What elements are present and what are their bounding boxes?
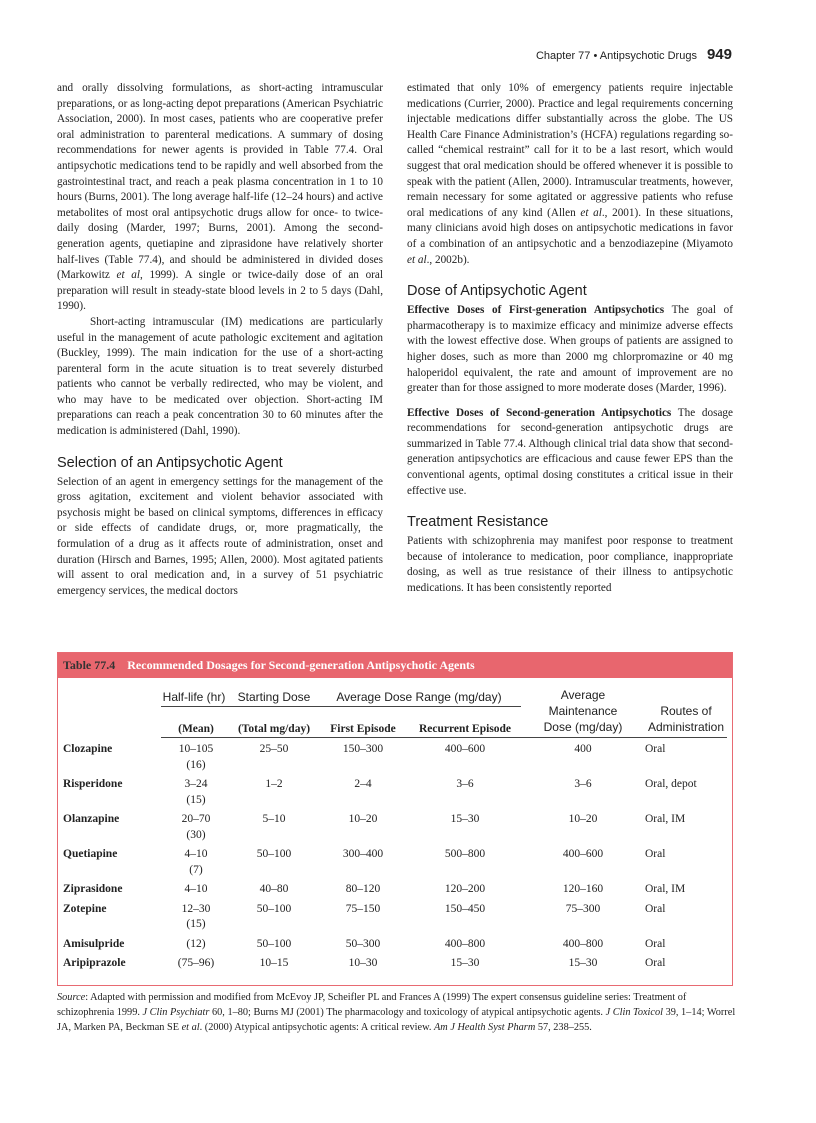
route: Oral: [645, 957, 666, 969]
text-run: Am J Health Syst Pharm: [434, 1022, 536, 1034]
header-total: (Total mg/day): [231, 706, 317, 737]
route: Oral: [645, 848, 666, 860]
header-maintenance: Average Maintenance Dose (mg/day): [521, 687, 645, 738]
text-run: and orally dissolving formulations, as short-acting intramuscular preparations, or as long-acting depot preparations (American Psychiatric Association, 2000). In most cases, patients who are cooperative prefer oral administration to parenteral medications. A summary of dosing recommendations for newer agents is provided in Table 77.4. Oral antipsychotic medications tend to be rapidly and well absorbed from the gastrointestinal tract, and reach a peak plasma concentration in 1 to 10 hours (Burns, 2001). The long average half-life (12–24 hours) and active metabolites of most oral antipsychotic drugs allow for once- to twice-daily dosing (Marder, 1997; Burns, 2001). Among the second-generation agents, quetiapine and ziprasidone have relatively shorter half-lives (Table 77.4), and should be administered in divided doses (Markowitz: [57, 82, 383, 282]
maintenance-dose: 400–600: [562, 848, 604, 860]
chapter-title: Chapter 77 • Antipsychotic Drugs: [535, 50, 697, 62]
half-life-mean: (15): [186, 793, 206, 806]
drug-name: Olanzapine: [63, 813, 120, 825]
first-episode-dose: 10–30: [348, 957, 378, 969]
route: Oral, depot: [645, 778, 697, 790]
text-run: Short-acting intramuscular (IM) medications are particularly useful in the management of acute pathologic excitement and agitation (Buckley, 1999). The main indication for the use of a short-acting parenteral form in the acute situation is to treat severely disturbed patients who cannot be verbally redirected, who may be violent, and who may have to be medicated over objection. Short-acting IM preparations can reach a peak concentration 30 to 60 minutes after the medication is administered (Dahl, 1990).: [57, 315, 383, 438]
text-run: : Adapted with permission and modified from McEvoy JP, Scheifler PL and Frances A (1999) The expert consensus guideline series: Treatment of schizophrenia 1999.: [57, 992, 687, 1019]
route: Oral: [645, 743, 666, 755]
header-routes: Routes of Administration: [645, 687, 727, 738]
right-column: [407, 81, 733, 597]
half-life-mean: (7): [189, 863, 203, 876]
body-paragraph: [407, 303, 733, 397]
recurrent-episode-dose: 15–30: [450, 813, 480, 825]
body-paragraph: [407, 534, 733, 596]
route: Oral, IM: [645, 883, 686, 895]
starting-dose: 50–100: [256, 902, 292, 915]
header-recurrent: Recurrent Episode: [409, 706, 521, 737]
half-life-mean: (15): [186, 918, 206, 930]
table-row: [63, 898, 727, 933]
recurrent-episode-dose: 3–6: [456, 778, 474, 790]
route: Oral, IM: [645, 813, 686, 825]
text-run: 39, 1–14; Worrel JA, Marken PA, Beckman SE: [57, 1007, 736, 1034]
first-episode-dose: 50–300: [345, 937, 381, 950]
half-life-mean: (16): [186, 758, 206, 771]
paragraph-lead-heading: Effective Doses of Second-generation Antipsychotics: [407, 406, 672, 419]
text-run: 60, 1–80; Burns MJ (2001) The pharmacology and toxicology of atypical antipsychotic agents.: [209, 1007, 606, 1019]
text-run: 57, 238–255.: [535, 1022, 592, 1034]
text-run: et al: [580, 206, 602, 219]
table-row: [63, 843, 727, 878]
recurrent-episode-dose: 120–200: [444, 883, 486, 895]
table-row: [63, 808, 727, 843]
starting-dose: 10–15: [259, 957, 289, 969]
first-episode-dose: 300–400: [342, 848, 384, 860]
maintenance-dose: 120–160: [562, 883, 604, 895]
half-life-mean: (30): [186, 828, 206, 841]
text-run: The dosage recommendations for second-generation antipsychotic drugs are summarized in Table 77.4. Although clinical trial data show that second-generation antipsychotics are efficacious and cause fewer EPS than the conventional agents, optimal dosing constitutes a critical issue in their effective use.: [407, 406, 733, 497]
text-run: ., 2002b).: [426, 253, 470, 266]
starting-dose: 5–10: [262, 813, 286, 825]
route: Oral: [645, 902, 666, 915]
starting-dose: 25–50: [259, 743, 289, 755]
body-paragraph: [407, 406, 733, 500]
dosage-grid: [63, 687, 727, 972]
spacer: [407, 397, 733, 406]
starting-dose: 50–100: [256, 937, 292, 950]
text-run: . (2000) Atypical antipsychotic agents: A critical review.: [199, 1022, 435, 1034]
half-life: (12): [186, 937, 206, 950]
recurrent-episode-dose: 15–30: [450, 957, 480, 969]
section-heading: Dose of Antipsychotic Agent: [407, 283, 587, 300]
text-run: The goal of pharmacotherapy is to maximize efficacy and minimize adverse effects with the lowest effective dose. When groups of patients are assigned to higher doses, such as more than 2000 mg chlorpromazine or 40 mg haloperidol equivalent, the rate and amount of improvement are no greater than for those assigned to more moderate doses (Marder, 1996).: [407, 304, 733, 395]
table-source-note: [57, 990, 737, 1036]
drug-name: Quetiapine: [63, 848, 118, 860]
first-episode-dose: 75–150: [345, 902, 381, 915]
first-episode-dose: 150–300: [342, 743, 384, 755]
starting-dose: 50–100: [256, 848, 292, 860]
recurrent-episode-dose: 500–800: [444, 848, 486, 860]
drug-name: Clozapine: [63, 742, 113, 755]
starting-dose: 40–80: [259, 883, 289, 895]
starting-dose: 1–2: [265, 778, 283, 790]
section-heading: Selection of an Antipsychotic Agent: [57, 454, 283, 471]
recurrent-episode-dose: 400–800: [444, 937, 486, 950]
table-number: Table 77.4: [63, 658, 116, 672]
text-run: J Clin Toxicol: [605, 1007, 663, 1019]
section-heading: Treatment Resistance: [407, 514, 549, 531]
header-mean: (Mean): [161, 706, 231, 737]
maintenance-dose: 400–800: [562, 937, 604, 950]
dosage-table: [57, 652, 733, 986]
maintenance-dose: 75–300: [565, 902, 601, 915]
half-life: (75–96): [177, 957, 215, 969]
first-episode-dose: 10–20: [348, 813, 378, 825]
running-header: [536, 46, 732, 63]
body-paragraph: [57, 81, 383, 315]
recurrent-episode-dose: 150–450: [444, 902, 486, 915]
drug-name: Risperidone: [63, 778, 123, 790]
half-life: 4–10 (7): [184, 848, 208, 876]
maintenance-dose: 10–20: [568, 813, 598, 825]
drug-name: Zotepine: [63, 902, 107, 915]
text-run: Source: [57, 992, 86, 1003]
body-paragraph: [407, 81, 733, 268]
text-run: et al: [407, 253, 427, 266]
header-halflife: Half-life (hr): [161, 687, 231, 706]
body-paragraph: [57, 475, 383, 600]
table-row: [63, 878, 727, 898]
header-starting: Starting Dose: [231, 687, 317, 706]
header-range: Average Dose Range (mg/day): [317, 687, 521, 706]
text-run: ., 2001). In these situations, many clinicians avoid high doses on antipsychotic medications in favor of a combination of an antipsychotic and a benzodiazepine (Miyamoto: [407, 206, 734, 250]
table-caption: [58, 653, 732, 678]
table-row: [63, 933, 727, 953]
text-run: Patients with schizophrenia may manifest poor response to treatment because of intolerance to medication, poor compliance, inappropriate dosing, as well as true resistance of their illness to antipsychotic medications. It has been consistently reported: [407, 535, 733, 595]
text-run: , 1999). A single or twice-daily dose of an oral preparation will result in steady-state blood levels in 2 to 5 days (Dahl, 1990).: [57, 269, 383, 313]
half-life: 10–105 (16): [178, 743, 214, 771]
maintenance-dose: 15–30: [568, 957, 598, 969]
drug-name: Aripiprazole: [63, 957, 126, 969]
text-run: Selection of an agent in emergency settings for the management of the gross agitation, excitement and violent behavior associated with psychosis might be based on clinical symptoms, differences in efficacy or side effects of candidate drugs, or, more pragmatically, the formulation of a drug as it affects route of administration, onset and duration (Hirsch and Barnes, 1995; Allen, 2000). Most agitated patients will assent to oral medication and, in a survey of 51 psychiatric emergency services, the medical doctors: [57, 475, 383, 597]
header-first: First Episode: [317, 706, 409, 737]
body-paragraph: [57, 315, 383, 440]
left-column: [57, 81, 383, 599]
half-life: 3–24 (15): [184, 778, 208, 806]
route: Oral: [645, 937, 666, 950]
maintenance-dose: 400: [574, 743, 592, 755]
half-life: 20–70 (30): [181, 813, 211, 841]
text-run: J Clin Psychiatr: [142, 1007, 210, 1019]
page-number: 949: [706, 46, 732, 63]
paragraph-lead-heading: Effective Doses of First-generation Antipsychotics: [407, 304, 665, 317]
table-row: [63, 773, 727, 808]
half-life: 12–30 (15): [181, 902, 211, 930]
text-run: estimated that only 10% of emergency patients require injectable medications (Currier, 2000). Practice and legal requirements concerning injectable medications differ substantially across the globe. The US Health Care Finance Administration’s (HCFA) regulations regarding so-called “chemical restraint” call for it to be a last resort, which would suggest that oral medication should be offered whenever it is possible to speak with the patient (Allen, 2000). Intramuscular treatments, however, remain necessary for some agitated or aggressive patients who refuse oral medications of any kind (Allen: [407, 82, 733, 219]
first-episode-dose: 80–120: [345, 883, 381, 895]
first-episode-dose: 2–4: [354, 778, 372, 790]
drug-name: Ziprasidone: [63, 883, 123, 895]
maintenance-dose: 3–6: [574, 778, 592, 790]
table-title: Recommended Dosages for Second-generation Antipsychotic Agents: [127, 658, 475, 672]
recurrent-episode-dose: 400–600: [444, 743, 486, 755]
half-life: 4–10: [184, 883, 208, 895]
table-row: [63, 738, 727, 774]
text-run: et al: [116, 269, 140, 282]
drug-name: Amisulpride: [63, 937, 125, 950]
text-run: et al: [181, 1022, 200, 1034]
table-row: [63, 952, 727, 972]
